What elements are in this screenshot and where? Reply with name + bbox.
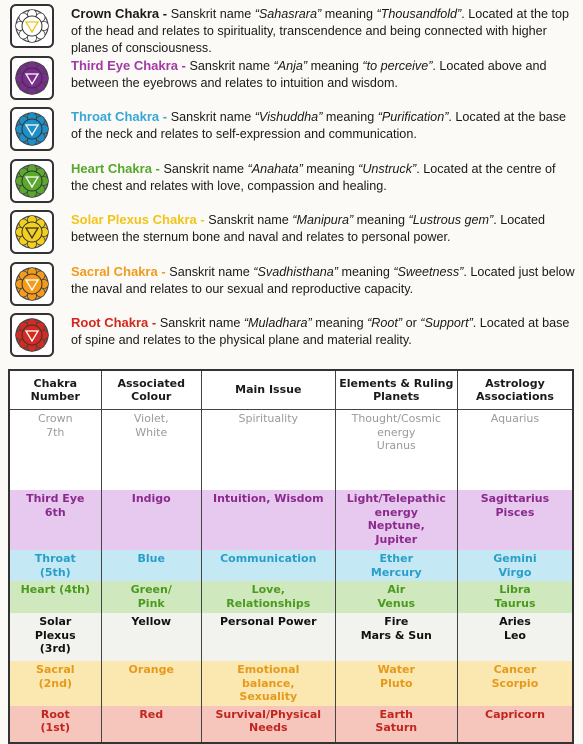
table-row bbox=[9, 613, 573, 661]
name-dash: - bbox=[196, 212, 209, 227]
chakra-description bbox=[71, 211, 576, 246]
chakra-description bbox=[71, 108, 576, 143]
sanskrit-name: “Anahata” bbox=[247, 161, 303, 176]
sanskrit-name: “Vishuddha” bbox=[254, 110, 323, 124]
column-header: Elements & Ruling Planets bbox=[335, 370, 457, 410]
sanskrit-name: “Muladhara” bbox=[243, 316, 312, 330]
chakra-description bbox=[71, 314, 576, 349]
cell-text: Yellow bbox=[131, 615, 172, 628]
table-cell bbox=[9, 661, 101, 706]
table-body bbox=[9, 410, 573, 743]
table-cell bbox=[9, 490, 101, 550]
text-run: . Located at the top of the head and relates to spirituality, transcendence and being connected with higher planes of consciousness. bbox=[71, 7, 570, 55]
cell-text: Emotional balance, Sexuality bbox=[237, 663, 300, 703]
chakra-list bbox=[10, 4, 576, 365]
table-row bbox=[9, 706, 573, 743]
table-cell bbox=[335, 706, 457, 743]
text-run: Sanskrit name bbox=[163, 161, 248, 176]
name-dash: - bbox=[159, 109, 171, 124]
table-cell bbox=[201, 410, 335, 491]
table-cell bbox=[9, 581, 101, 613]
table-cell bbox=[335, 661, 457, 706]
meaning: “Root” bbox=[367, 316, 403, 330]
text-run: . Located at the base of the neck and relates to self-expression and communication. bbox=[71, 110, 567, 141]
cell-text: Green/ Pink bbox=[130, 583, 172, 610]
meaning: “Purification” bbox=[377, 110, 449, 124]
table-row bbox=[9, 410, 573, 491]
cell-text: Throat (5th) bbox=[34, 552, 76, 579]
table-cell bbox=[9, 550, 101, 581]
table-cell bbox=[457, 490, 573, 550]
table-cell bbox=[335, 581, 457, 613]
chakra-entry bbox=[10, 210, 576, 262]
cell-text: Third Eye 6th bbox=[26, 492, 85, 519]
chakra-name: Heart Chakra bbox=[71, 160, 152, 176]
text-run: Sanskrit name bbox=[169, 264, 254, 279]
table-cell bbox=[201, 490, 335, 550]
text-run: Sanskrit name bbox=[170, 7, 255, 21]
name-dash: - bbox=[159, 6, 171, 21]
third-eye-lotus-icon bbox=[10, 56, 54, 100]
sanskrit-name: “Manipura” bbox=[292, 213, 354, 227]
table-cell bbox=[101, 706, 201, 743]
cell-text: Communication bbox=[220, 552, 317, 565]
chakra-entry bbox=[10, 107, 576, 159]
column-header: Associated Colour bbox=[101, 370, 201, 410]
table-cell bbox=[9, 706, 101, 743]
chakra-description bbox=[71, 263, 576, 298]
table-cell bbox=[201, 581, 335, 613]
cell-text: Cancer Scorpio bbox=[491, 663, 539, 690]
column-header: Astrology Associations bbox=[457, 370, 573, 410]
sacral-lotus-icon bbox=[10, 262, 54, 306]
table-cell bbox=[201, 613, 335, 661]
cell-text: Sagittarius Pisces bbox=[480, 492, 550, 519]
text-run: meaning bbox=[302, 161, 359, 176]
throat-lotus-icon bbox=[10, 107, 54, 151]
table-cell bbox=[101, 410, 201, 491]
text-run: meaning bbox=[307, 58, 363, 73]
table-cell bbox=[201, 661, 335, 706]
chakra-entry bbox=[10, 56, 576, 108]
chakra-entry bbox=[10, 4, 576, 56]
meaning: “to perceive” bbox=[362, 58, 433, 73]
cell-text: Indigo bbox=[131, 492, 171, 505]
name-dash: - bbox=[151, 160, 164, 176]
text-run: meaning bbox=[321, 7, 377, 21]
table-row bbox=[9, 581, 573, 613]
cell-text: Violet, White bbox=[133, 412, 169, 439]
cell-text: Spirituality bbox=[238, 412, 299, 425]
table-row bbox=[9, 661, 573, 706]
cell-text: Aries Leo bbox=[499, 615, 531, 642]
cell-text: Personal Power bbox=[219, 615, 317, 628]
name-dash: - bbox=[157, 263, 170, 279]
chakra-name: Root Chakra bbox=[71, 315, 149, 330]
chakra-table bbox=[8, 369, 574, 744]
chakra-entry bbox=[10, 159, 576, 211]
cell-text: Blue bbox=[137, 552, 165, 565]
column-header: Main Issue bbox=[201, 370, 335, 410]
table-cell bbox=[457, 550, 573, 581]
cell-text: Libra Taurus bbox=[494, 583, 536, 610]
table-row bbox=[9, 490, 573, 550]
table-cell bbox=[457, 410, 573, 491]
text-run: meaning bbox=[322, 110, 378, 124]
table-cell bbox=[201, 550, 335, 581]
cell-text: Love, Relationships bbox=[226, 583, 311, 610]
table-row bbox=[9, 550, 573, 581]
meaning: “Thousandfold” bbox=[376, 7, 462, 21]
text-run: . Located just below the naval and relates to our sexual and reproductive capacity. bbox=[71, 264, 575, 296]
cell-text: Thought/Cosmic energy Uranus bbox=[351, 412, 441, 452]
table-header-row bbox=[9, 370, 573, 410]
text-run: Sanskrit name bbox=[170, 110, 255, 124]
chakra-entry bbox=[10, 262, 576, 314]
chakra-name: Crown Chakra bbox=[71, 6, 160, 21]
table-cell bbox=[101, 661, 201, 706]
table-cell bbox=[457, 613, 573, 661]
text-run: . Located above and between the eyebrows and relates to intuition and wisdom. bbox=[71, 58, 547, 90]
column-header: Chakra Number bbox=[9, 370, 101, 410]
cell-text: Crown 7th bbox=[37, 412, 73, 439]
heart-lotus-icon bbox=[10, 159, 54, 203]
table-cell bbox=[201, 706, 335, 743]
cell-text: Heart (4th) bbox=[20, 583, 90, 596]
chakra-description bbox=[71, 160, 576, 195]
cell-text: Fire Mars & Sun bbox=[360, 615, 432, 642]
text-run: . Located between the sternum bone and naval and relates to personal power. bbox=[71, 213, 546, 244]
crown-lotus-icon bbox=[10, 4, 54, 48]
meaning-alt: “Support” bbox=[420, 316, 473, 330]
chakra-entry bbox=[10, 313, 576, 365]
chakra-description bbox=[71, 5, 576, 57]
sanskrit-name: “Svadhisthana” bbox=[253, 264, 339, 279]
text-run: meaning bbox=[338, 264, 394, 279]
table-cell bbox=[101, 613, 201, 661]
chakra-name: Throat Chakra bbox=[71, 109, 160, 124]
cell-text: Aquarius bbox=[490, 412, 540, 425]
name-dash: - bbox=[177, 57, 190, 73]
cell-text: Ether Mercury bbox=[370, 552, 422, 579]
chakra-name: Sacral Chakra bbox=[71, 263, 158, 279]
text-run: . Located at the centre of the chest and relates with love, compassion and healing. bbox=[71, 161, 556, 193]
cell-text: Sacral (2nd) bbox=[36, 663, 75, 690]
table-cell bbox=[101, 550, 201, 581]
table-cell bbox=[335, 613, 457, 661]
sanskrit-name: “Anja” bbox=[273, 58, 308, 73]
table-cell bbox=[335, 410, 457, 491]
chakra-name: Solar Plexus Chakra bbox=[71, 212, 197, 227]
text-run: Sanskrit name bbox=[208, 213, 293, 227]
cell-text: Light/Telepathic energy Neptune, Jupiter bbox=[346, 492, 446, 546]
cell-text: Solar Plexus (3rd) bbox=[34, 615, 76, 655]
table-cell bbox=[457, 706, 573, 743]
cell-text: Air Venus bbox=[377, 583, 416, 610]
table-cell bbox=[101, 581, 201, 613]
solar-plexus-lotus-icon bbox=[10, 210, 54, 254]
cell-text: Orange bbox=[128, 663, 174, 676]
table-cell bbox=[457, 661, 573, 706]
chakra-description bbox=[71, 57, 576, 92]
cell-text: Intuition, Wisdom bbox=[213, 492, 324, 505]
meaning: “Unstruck” bbox=[358, 161, 417, 176]
cell-text: Water Pluto bbox=[377, 663, 415, 690]
root-lotus-icon bbox=[10, 313, 54, 357]
cell-text: Capricorn bbox=[485, 707, 545, 721]
text-run: Sanskrit name bbox=[159, 316, 244, 330]
table-cell bbox=[335, 550, 457, 581]
cell-text: Survival/Physical Needs bbox=[215, 707, 322, 734]
cell-text: Red bbox=[139, 707, 164, 721]
text-run: or bbox=[402, 316, 421, 330]
table-cell bbox=[335, 490, 457, 550]
table-cell bbox=[457, 581, 573, 613]
text-run: . Located at base of spine and relates to the physical plane and material reality. bbox=[71, 316, 570, 347]
table-cell bbox=[101, 490, 201, 550]
cell-text: Gemini Virgo bbox=[493, 552, 537, 579]
meaning: “Sweetness” bbox=[393, 264, 464, 279]
text-run: meaning bbox=[311, 316, 368, 330]
chakra-name: Third Eye Chakra bbox=[71, 57, 178, 73]
table-cell bbox=[9, 410, 101, 491]
meaning: “Lustrous gem” bbox=[408, 213, 494, 227]
text-run: Sanskrit name bbox=[189, 58, 274, 73]
cell-text: Earth Saturn bbox=[375, 707, 418, 734]
text-run: meaning bbox=[353, 213, 409, 227]
table-cell bbox=[9, 613, 101, 661]
sanskrit-name: “Sahasrara” bbox=[254, 7, 322, 21]
cell-text: Root (1st) bbox=[40, 707, 71, 734]
name-dash: - bbox=[148, 315, 160, 330]
